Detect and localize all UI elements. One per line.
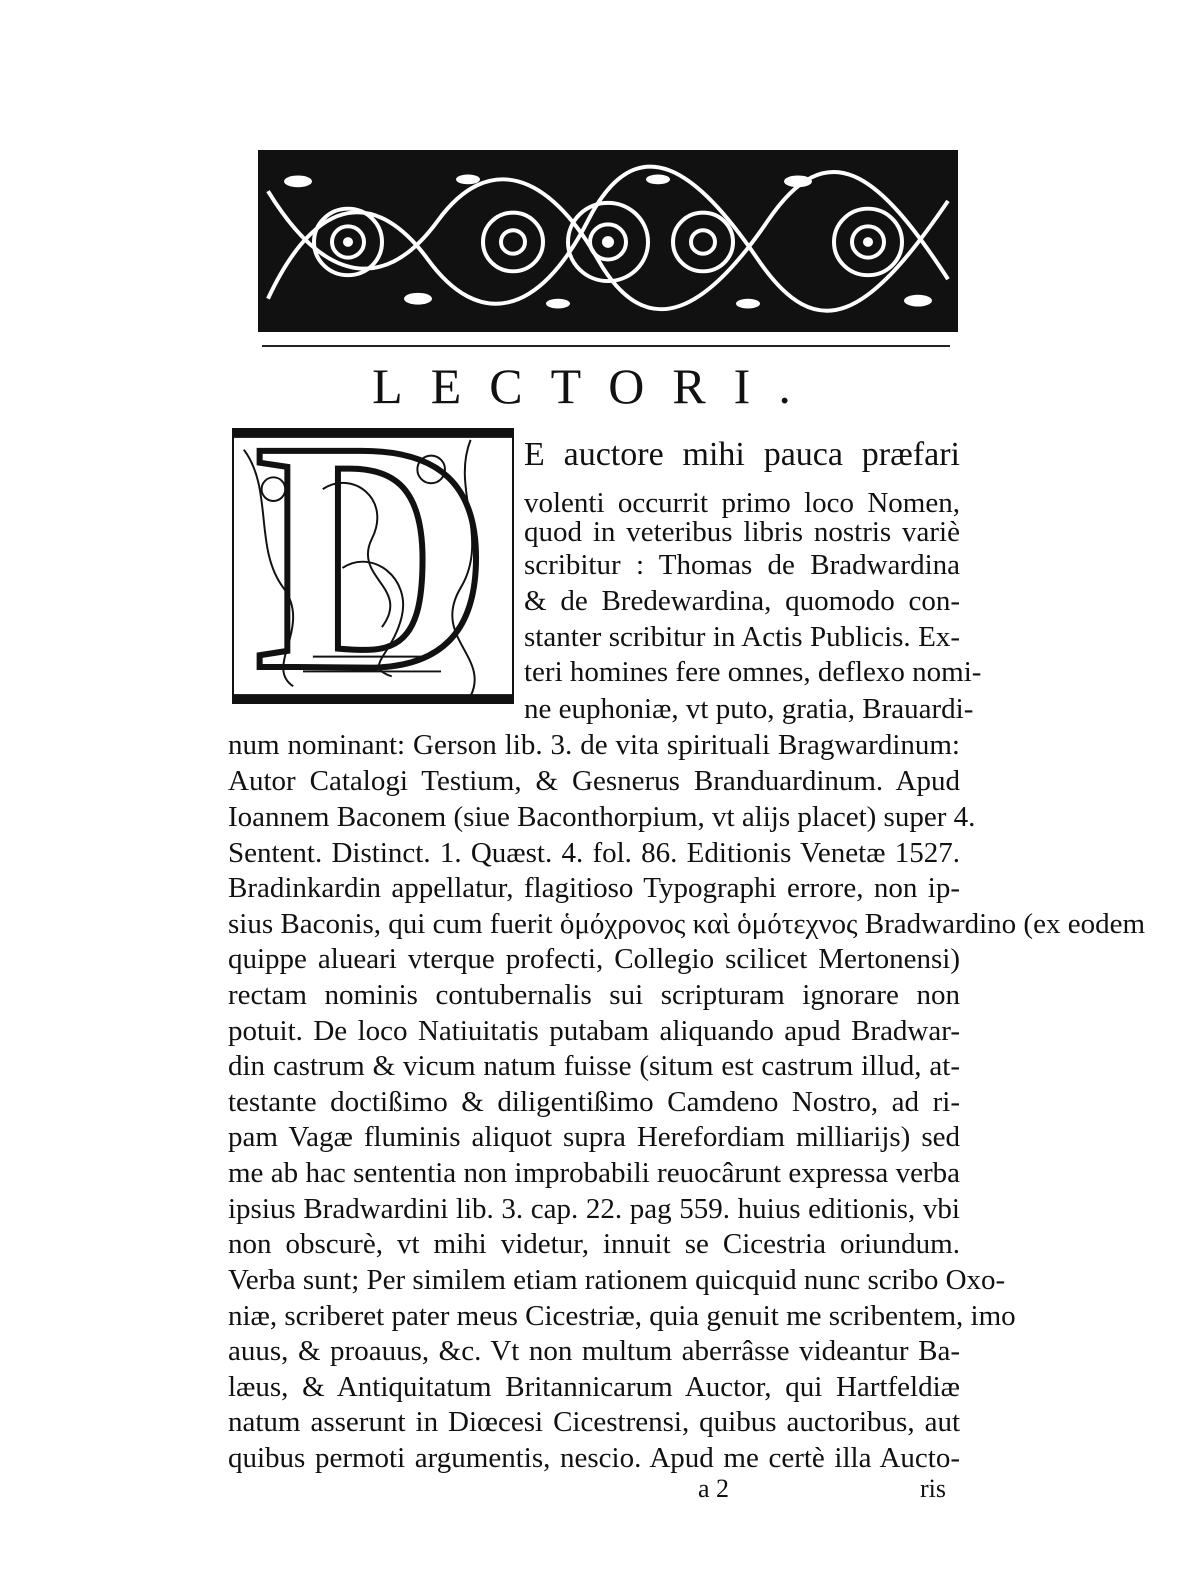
text-line: potuit. De loco Natiuitatis putabam aliquando apud Bradwar-	[228, 1015, 960, 1047]
text-line: ne euphoniæ, vt puto, gratia, Brauardi-	[524, 693, 974, 725]
catchword: ris	[920, 1474, 946, 1503]
text-line: & de Bredewardina, quomodo con-	[524, 585, 960, 617]
text-line: sius Baconis, qui cum fuerit ὁμόχρονος καὶ ὁμότεχνος Bradwardino (ex eodem	[228, 908, 1146, 940]
text-line: testante doctißimo & diligentißimo Camdeno Nostro, ad ri-	[228, 1086, 960, 1118]
text-line: scribitur : Thomas de Bradwardina	[524, 549, 960, 581]
drop-cap	[232, 428, 514, 704]
text-line: læus, & Antiquitatum Britannicarum Auctor, qui Hartfeldiæ	[228, 1371, 960, 1403]
text-line: stanter scribitur in Actis Publicis. Ex-	[524, 621, 960, 653]
title-rule	[262, 345, 950, 347]
text-line: natum asserunt in Diœcesi Cicestrensi, quibus auctoribus, aut	[228, 1406, 960, 1438]
text-line: num nominant: Gerson lib. 3. de vita spirituali Bragwardinum:	[228, 729, 960, 761]
text-line: rectam nominis contubernalis sui scripturam ignorare non	[228, 979, 960, 1011]
text-line: E auctore mihi pauca præfari	[524, 436, 960, 473]
text-line: Verba sunt; Per similem etiam rationem quicquid nunc scribo Oxo-	[228, 1264, 1006, 1296]
text-line: Bradinkardin appellatur, flagitioso Typographi errore, non ip-	[228, 872, 960, 904]
text-line: Autor Catalogi Testium, & Gesnerus Branduardinum. Apud	[228, 765, 960, 797]
text-line: Sentent. Distinct. 1. Quæst. 4. fol. 86. Editionis Venetæ 1527.	[228, 837, 960, 869]
headpiece-ornament	[258, 150, 958, 332]
text-line: volenti occurrit primo loco Nomen,	[524, 487, 960, 519]
text-line: ipsius Bradwardini lib. 3. cap. 22. pag 559. huius editionis, vbi	[228, 1193, 960, 1225]
text-line: auus, & proauus, &c. Vt non multum aberrâsse videantur Ba-	[228, 1335, 960, 1367]
text-line: quippe alueari vterque profecti, Collegio scilicet Mertonensi)	[228, 943, 960, 975]
drop-cap-letter: D	[253, 428, 493, 704]
text-line: me ab hac sententia non improbabili reuocârunt expressa verba	[228, 1157, 960, 1189]
floral-ornament-icon	[258, 152, 958, 330]
text-line: quibus permoti argumentis, nescio. Apud me certè illa Aucto-	[228, 1442, 960, 1474]
text-line: din castrum & vicum natum fuisse (situm est castrum illud, at-	[228, 1050, 960, 1082]
signature-mark: a 2	[698, 1474, 730, 1503]
text-line: Ioannem Baconem (siue Baconthorpium, vt alijs placet) super 4.	[228, 801, 976, 833]
text-line: non obscurè, vt mihi videtur, innuit se Cicestria oriundum.	[228, 1228, 960, 1260]
text-line: quod in veteribus libris nostris variè	[524, 516, 960, 548]
text-line: pam Vagæ fluminis aliquot supra Herefordiam milliarijs) sed	[228, 1121, 960, 1153]
page-title: LECTORI.	[372, 358, 819, 414]
text-line: teri homines fere omnes, deflexo nomi-	[524, 656, 982, 688]
text-line: niæ, scriberet pater meus Cicestriæ, quia genuit me scribentem, imo	[228, 1300, 1016, 1332]
